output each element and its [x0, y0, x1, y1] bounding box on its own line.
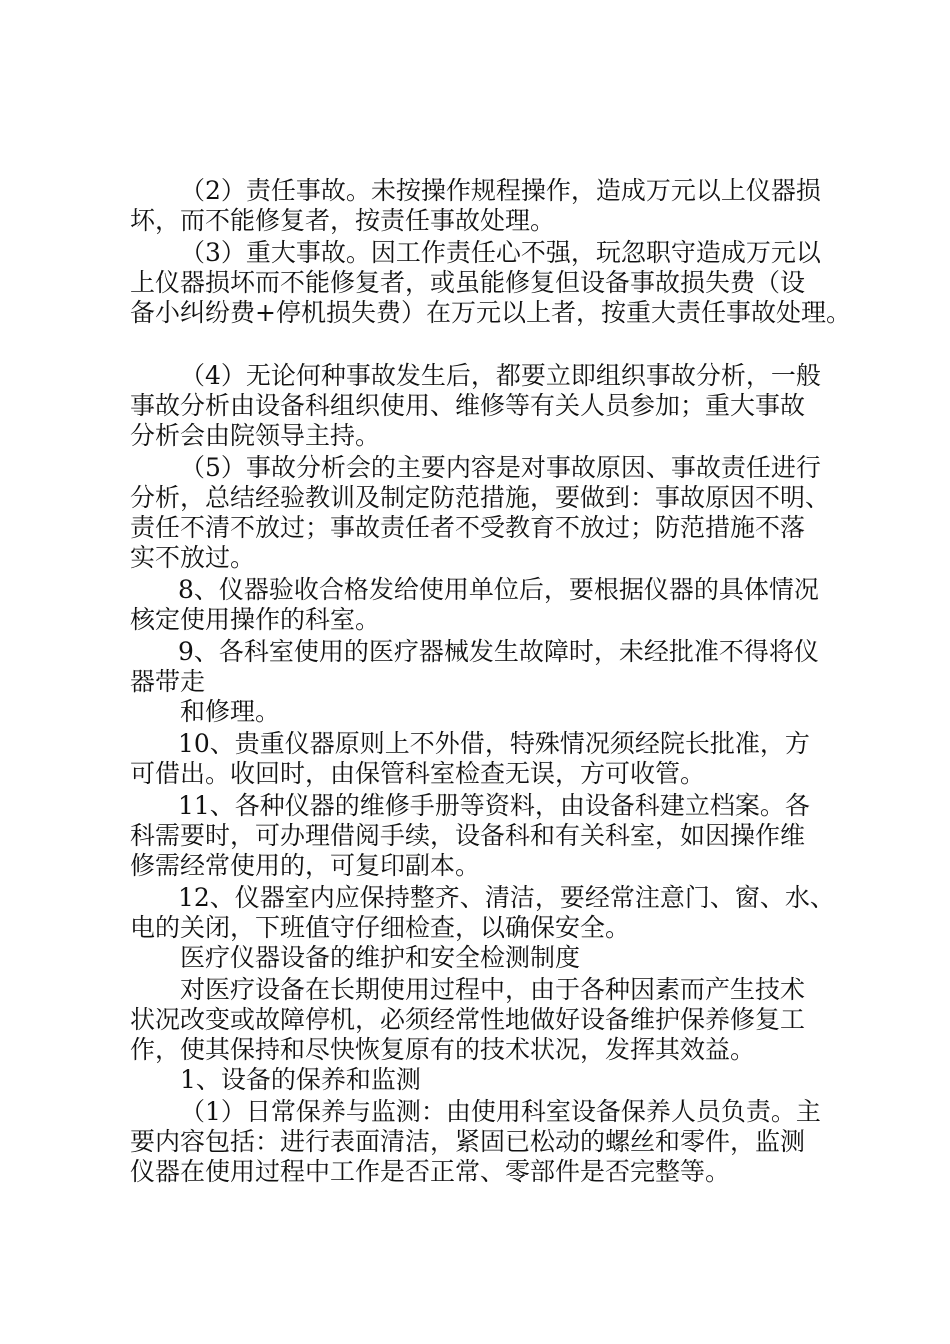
subsection-heading: 1、设备的保养和监测 [180, 1065, 421, 1094]
text-line: 坏，而不能修复者，按责任事故处理。 [130, 206, 556, 235]
text-line: 实不放过。 [130, 543, 256, 572]
text-line: 8、仪器验收合格发给使用单位后，要根据仪器的具体情况 [178, 575, 819, 604]
text-line: 修需经常使用的，可复印副本。 [130, 851, 481, 880]
text-line: 上仪器损坏而不能修复者，或虽能修复但设备事故损失费（设 [130, 268, 806, 297]
text-line: 责任不清不放过；事故责任者不受教育不放过；防范措施不落 [130, 513, 806, 542]
text-line: 备小纠纷费+停机损失费）在万元以上者，按重大责任事故处理。 [130, 298, 851, 327]
text-line: 仪器在使用过程中工作是否正常、零部件是否完整等。 [130, 1157, 731, 1186]
text-line: 对医疗设备在长期使用过程中，由于各种因素而产生技术 [180, 975, 806, 1004]
text-line: （2）责任事故。未按操作规程操作，造成万元以上仪器损 [180, 176, 821, 205]
text-line: 电的关闭，下班值守仔细检查，以确保安全。 [130, 913, 631, 942]
text-line: 科需要时，可办理借阅手续，设备科和有关科室，如因操作维 [130, 821, 806, 850]
text-line: （5）事故分析会的主要内容是对事故原因、事故责任进行 [180, 453, 821, 482]
text-line: 10、贵重仪器原则上不外借，特殊情况须经院长批准，方 [178, 729, 810, 758]
text-line: 作，使其保持和尽快恢复原有的技术状况，发挥其效益。 [130, 1035, 756, 1064]
text-line: 可借出。收回时，由保管科室检查无误，方可收管。 [130, 759, 706, 788]
text-line: 分析会由院领导主持。 [130, 421, 381, 450]
text-line: 12、仪器室内应保持整齐、清洁，要经常注意门、窗、水、 [178, 883, 835, 912]
text-line: 11、各种仪器的维修手册等资料，由设备科建立档案。各 [178, 791, 810, 820]
text-line: 9、各科室使用的医疗器械发生故障时，未经批准不得将仪 [178, 637, 819, 666]
text-line: （1）日常保养与监测：由使用科室设备保养人员负责。主 [180, 1097, 821, 1126]
text-line: 器带走 [130, 667, 206, 696]
text-line: 状况改变或故障停机，必须经常性地做好设备维护保养修复工 [130, 1005, 806, 1034]
text-line: 事故分析由设备科组织使用、维修等有关人员参加；重大事故 [130, 391, 806, 420]
text-line: 要内容包括：进行表面清洁，紧固已松动的螺丝和零件，监测 [130, 1127, 806, 1156]
text-line: 分析，总结经验教训及制定防范措施，要做到：事故原因不明、 [130, 483, 831, 512]
text-line: 和修理。 [180, 697, 281, 726]
text-line: （3）重大事故。因工作责任心不强，玩忽职守造成万元以 [180, 238, 821, 267]
text-line: （4）无论何种事故发生后，都要立即组织事故分析，一般 [180, 361, 821, 390]
text-line: 核定使用操作的科室。 [130, 605, 381, 634]
section-heading: 医疗仪器设备的维护和安全检测制度 [180, 943, 581, 972]
